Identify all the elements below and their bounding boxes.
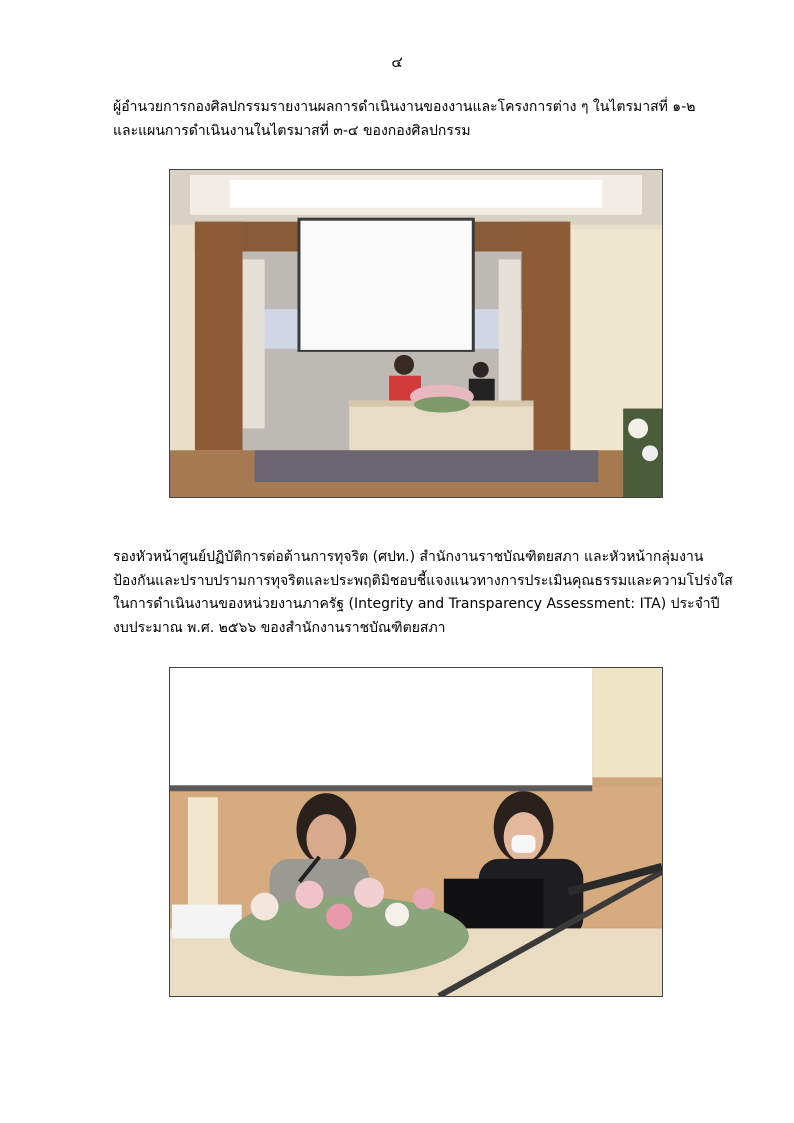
paragraph-2-line: ป้องกันและปราบปรามการทุจริตและประพฤติมิชอบชี้แจงแนวทางการประเมินคุณธรรมและความโปร่งใส xyxy=(113,572,733,589)
page-number: ๔ xyxy=(391,53,403,71)
paragraph-1-line: ผู้อำนวยการกองศิลปกรรมรายงานผลการดำเนินงานของงานและโครงการต่าง ๆ ในไตรมาสที่ ๑-๒ xyxy=(113,99,696,115)
speakers-closeup-photo xyxy=(169,667,663,997)
paragraph-2-line: รองหัวหน้าศูนย์ปฏิบัติการต่อต้านการทุจริต (ศปท.) สำนักงานราชบัณฑิตยสภา และหัวหน้ากลุ่มงาน xyxy=(113,549,704,565)
meeting-room-photo xyxy=(169,169,663,498)
meeting-room-illustration xyxy=(170,170,662,497)
paragraph-2-line: งบประมาณ พ.ศ. ๒๕๖๖ ของสำนักงานราชบัณฑิตยสภา xyxy=(113,619,446,636)
paragraph-1 xyxy=(113,96,723,143)
paragraph-2-line: ในการดำเนินงานของหน่วยงานภาครัฐ (Integrity and Transparency Assessment: ITA) ประจำปี xyxy=(113,596,720,612)
speakers-closeup-illustration xyxy=(170,668,662,996)
paragraph-2 xyxy=(113,546,733,640)
paragraph-1-line: และแผนการดำเนินงานในไตรมาสที่ ๓-๔ ของกองศิลปกรรม xyxy=(113,122,471,139)
